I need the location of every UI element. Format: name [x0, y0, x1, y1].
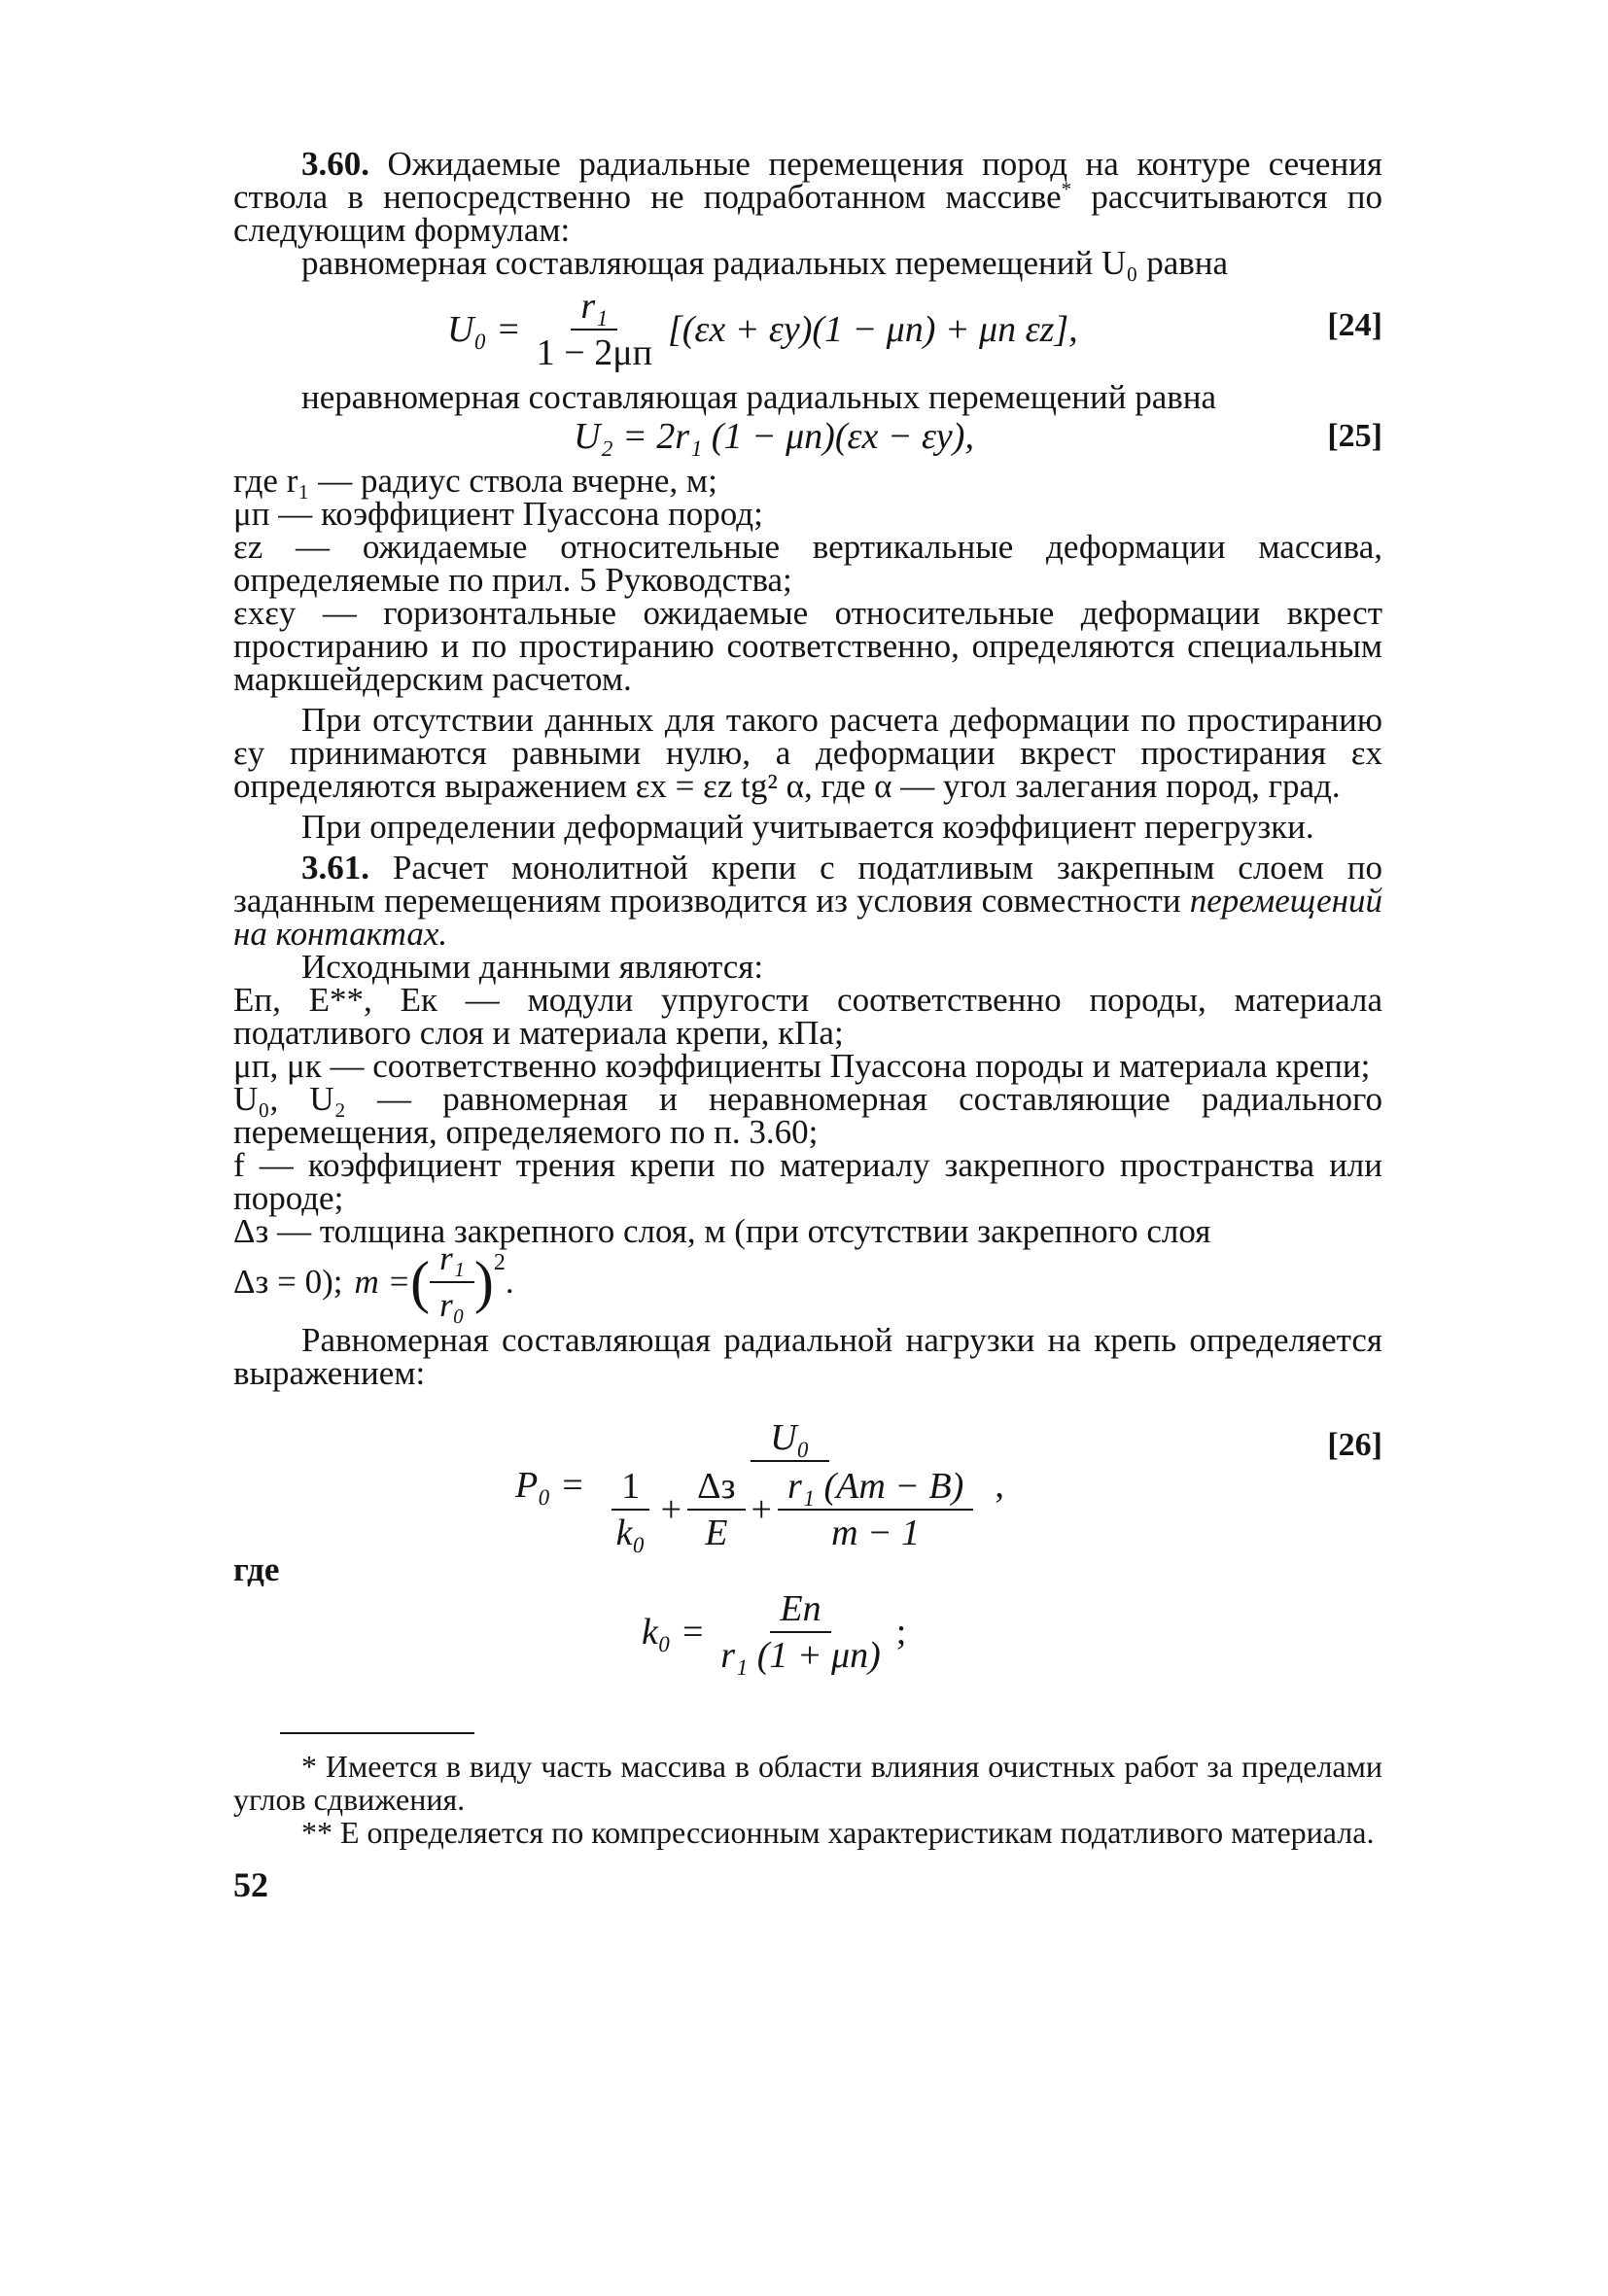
- formula-26: [233, 1400, 1382, 1553]
- page-number: 52: [233, 1865, 268, 1904]
- formula-24: [233, 280, 1382, 381]
- fraction-denominator: [591, 1462, 990, 1551]
- section-3-61-intro: [233, 849, 1382, 953]
- footnote: ** E определяется по компрессионным характеристикам податливого материала.: [301, 1815, 1375, 1850]
- fraction-denominator: r₁ (1 + μп): [720, 1635, 881, 1676]
- formula-label: [26]: [1327, 1427, 1382, 1463]
- formula-fraction: [711, 1590, 891, 1674]
- initial-data-heading: Исходными данными являются:: [301, 948, 764, 986]
- plus-sign: +: [751, 1489, 772, 1530]
- formula-label: [24]: [1327, 307, 1382, 343]
- definition: f — коэффициент трения крепи по материалу закрепного пространства или породе;: [233, 1146, 1382, 1217]
- fraction-denominator: r₀: [439, 1286, 465, 1324]
- fraction-numerator: Eп: [770, 1590, 830, 1633]
- paragraph-load: Равномерная составляющая радиальной нагрузки на крепь определяется выражением:: [233, 1321, 1382, 1392]
- paren-close: ): [473, 1250, 494, 1314]
- delta-zero-text: Δз = 0);: [233, 1263, 343, 1301]
- paragraph-overload: При определении деформаций учитывается коэффициент перегрузки.: [301, 808, 1314, 846]
- where-word: где: [233, 1550, 280, 1588]
- definition: μп, μк — соответственно коэффициенты Пуассона породы и материала крепи;: [233, 1047, 1371, 1085]
- formula-rhs: [(εx + εy)(1 − μп) + μп εz],: [667, 309, 1078, 350]
- definition: Eп, E**, Eк — модули упругости соответственно породы, материала податливого слоя и материала крепи, кПа;: [233, 981, 1382, 1052]
- definition: μп — коэффициент Пуассона пород;: [233, 495, 763, 533]
- fraction-numerator: r₁: [430, 1240, 474, 1283]
- section-3-60-intro: [233, 145, 1383, 249]
- paragraph-absent-data: При отсутствии данных для такого расчета деформации по простиранию εy принимаются равными нулю, а деформации вкрест простирания εx определяются выражением εx = εz tg² α, где α — угол залегания пород, град.: [233, 701, 1382, 805]
- term-fraction: [778, 1468, 973, 1551]
- formula-lhs: k₀ =: [642, 1612, 706, 1652]
- definition: U₀, U₂ — равномерная и неравномерная составляющие радиального перемещения, определяемого по п. 3.60;: [233, 1080, 1382, 1151]
- paragraph-text: рассчитываются по следующим формулам:: [233, 178, 1383, 249]
- formula-expression: U₂ = 2r₁ (1 − μп)(εx − εy),: [574, 416, 974, 457]
- definition: где r₁ — радиус ствола вчерне, м;: [233, 462, 717, 500]
- formula-m: Δз = 0); m = ( $\frac{\text{r₁}}{\text{r₀}}$ ) $^2$ .: [233, 1239, 514, 1324]
- formula-comma: ,: [995, 1465, 1004, 1506]
- fraction-numerator: r₁: [571, 288, 617, 330]
- period: .: [505, 1263, 514, 1301]
- section-number: 3.60.: [301, 145, 369, 183]
- term-fraction: [607, 1468, 655, 1551]
- paragraph-text: Расчет монолитной крепи с податливым закрепным слоем по заданным перемещениям производится из условия совместности: [233, 849, 1382, 920]
- plus-sign: +: [660, 1489, 682, 1530]
- term-fraction: [687, 1468, 745, 1551]
- formula-main-fraction: [591, 1419, 990, 1551]
- formula-lhs: P₀ =: [515, 1465, 585, 1506]
- formula-k0: [233, 1586, 1382, 1693]
- formula-fraction: [527, 288, 662, 371]
- term-denominator: E: [705, 1513, 728, 1553]
- term-numerator: Δз: [687, 1468, 745, 1511]
- uniform-component-text: равномерная составляющая радиальных перемещений U₀ равна: [301, 244, 1229, 282]
- definition: εz — ожидаемые относительные вертикальные деформации массива, определяемые по прил. 5 Руководства;: [233, 528, 1382, 599]
- footnote: * Имеется в виду часть массива в области влияния очистных работ за пределами углов сдвижения.: [233, 1749, 1382, 1817]
- footnote-mark: *: [1061, 177, 1072, 201]
- formula-25: [233, 414, 1382, 465]
- section-number: 3.61.: [301, 849, 369, 887]
- fraction-numerator: U₀: [751, 1419, 829, 1462]
- paragraph-italic-text: перемещений на контактах.: [233, 882, 1382, 953]
- term-numerator: 1: [612, 1468, 649, 1511]
- paragraph-text: Ожидаемые радиальные перемещения пород на контуре сечения ствола в непосредственно не подработанном массиве: [233, 145, 1383, 216]
- definition: εxεy — горизонтальные ожидаемые относительные деформации вкрест простиранию и по простиранию соответственно, определяются специальным маркшейдерским расчетом.: [233, 594, 1382, 698]
- nonuniform-component-text: неравномерная составляющая радиальных перемещений равна: [301, 378, 1217, 416]
- term-denominator: k₀: [615, 1513, 646, 1553]
- term-denominator: m − 1: [831, 1513, 921, 1553]
- fraction-denominator: 1 − 2μп: [536, 332, 652, 373]
- definition: Δз — толщина закрепного слоя, м (при отсутствии закрепного слоя: [233, 1212, 1211, 1250]
- formula-lhs: m =: [354, 1263, 411, 1301]
- formula-label: [25]: [1327, 418, 1382, 454]
- where-text: [233, 1550, 1382, 1588]
- formula-lhs: U₀ =: [447, 309, 521, 350]
- term-numerator: r₁ (Am − B): [778, 1468, 973, 1511]
- page-content: [233, 145, 1383, 1904]
- formula-fraction: [430, 1240, 474, 1324]
- footnote-separator: [280, 1732, 474, 1734]
- formula-end: ;: [895, 1612, 907, 1652]
- paren-open: (: [410, 1250, 431, 1314]
